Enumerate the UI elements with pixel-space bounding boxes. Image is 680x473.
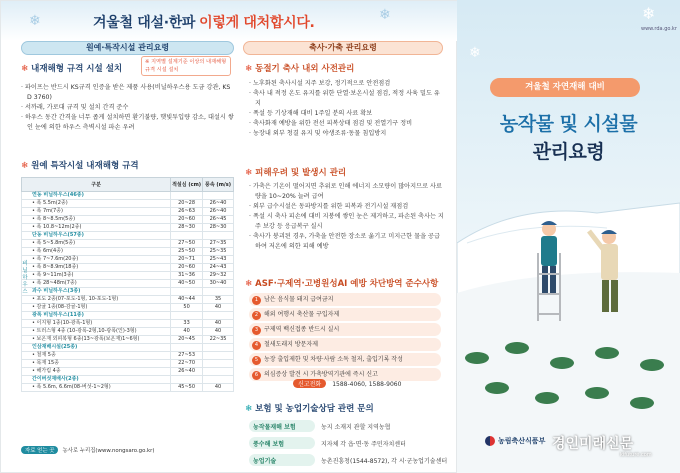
list-item: · 파이프는 반드시 KS규격 인증을 받은 제품 사용(비닐하우스용 도금 강관, KS D 3760)	[21, 83, 234, 103]
spec-table	[21, 177, 234, 392]
snowflake-icon: ❄	[379, 7, 391, 23]
note-box: ※ 지역별 설계기준 이상의 내재해형 규격 시설 설치	[141, 56, 231, 76]
inquiry-badge: 농업기술	[249, 454, 315, 466]
list-item: · 축사화재 예방을 위한 전선 피복상태 점검 및 전열기구 정비	[249, 119, 445, 129]
list-item: 1 남은 음식물 돼지 급여금지	[249, 293, 441, 306]
inquiry-text: 농촌진흥청(1544-8572), 각 시·군농업기술센터	[321, 457, 448, 465]
table-row	[22, 352, 234, 360]
cover-footer: 농림축산식품부	[485, 436, 545, 446]
table-cell-value	[203, 192, 234, 200]
list-item: · 가축은 기온이 떨어지면 추위로 인해 에너지 소모량이 많아지므로 사료량을 10~20% 늘려 급여	[249, 182, 445, 202]
section-marker-icon: ❄	[21, 161, 29, 171]
table-cell-label: • 해가림 4종	[22, 368, 171, 376]
watermark-sub: kifuture.com	[620, 452, 652, 458]
table-cell-label: • 폭 7~7.6m(20종)	[22, 256, 171, 264]
table-cell-value	[203, 232, 234, 240]
list-item: · 축사 내 적정 온도 유지를 위한 단열·보온시설 점검, 적정 사육 밀도 유지	[249, 89, 445, 109]
table-cell-value	[171, 344, 203, 352]
table-row	[22, 336, 234, 344]
table-cell-value: 20~60	[171, 216, 203, 224]
table-cell-value: 31~36	[171, 272, 203, 280]
table-cell-value: 20~45	[171, 336, 203, 344]
table-cell-value	[203, 344, 234, 352]
hotline-tag: 신고전화	[293, 379, 326, 388]
table-row	[22, 328, 234, 336]
source-tag: 자료 얻는 곳	[21, 446, 58, 454]
table-cell-value: 33	[171, 320, 203, 328]
section-marker-icon: ❄	[245, 168, 253, 178]
government-emblem-icon	[485, 436, 495, 446]
table-cell-value: 26~40	[171, 368, 203, 376]
table-cell-label: 과수 비닐하우스(3종)	[22, 288, 171, 296]
table-row	[22, 248, 234, 256]
table-cell-value	[203, 312, 234, 320]
bullet-list-standard	[21, 83, 234, 133]
cover-title-line1: 농작물 및 시설물	[499, 113, 638, 135]
table-cell-value: 40	[203, 320, 234, 328]
table-row	[22, 312, 234, 320]
section-marker-icon: ❄	[245, 64, 253, 74]
table-cell-value: 26~40	[203, 200, 234, 208]
table-cell-value: 24~43	[203, 264, 234, 272]
table-cell-label: 인삼재배시설(25종)	[22, 344, 171, 352]
list-item: · 축사가 붕괴된 경우, 가축을 안전한 장소로 옮기고 미지근한 물을 공급하여 저온에 의한 피해 예방	[249, 232, 445, 252]
list-item: · 폭설 등 기상재해 대비 1주일 분의 사료 확보	[249, 109, 445, 119]
headline-part2: 이렇게 대처합시다.	[199, 15, 315, 31]
table-cell-value: 35	[203, 296, 234, 304]
table-cell-label: • 폭 6m(4종)	[22, 248, 171, 256]
source-line	[21, 446, 234, 454]
list-item: · 노후화된 축사시설 지주 보강, 정기적으로 안전점검	[249, 79, 445, 89]
table-cell-label: • 철재 5종	[22, 352, 171, 360]
table-cell-value	[203, 352, 234, 360]
watermark: 경인미래신문	[552, 436, 634, 452]
table-cell-value: 25~43	[203, 256, 234, 264]
table-header: 구분	[22, 178, 171, 192]
table-row	[22, 296, 234, 304]
table-cell-value: 25~50	[171, 248, 203, 256]
page-headline	[93, 12, 315, 32]
snowflake-icon: ❄	[29, 13, 41, 29]
source-text: 농사로 누리집(www.nongsaro.go.kr)	[62, 448, 155, 454]
inquiry-text: 농지 소재지 관할 지역농협	[321, 423, 391, 431]
table-row	[22, 272, 234, 280]
table-row	[22, 224, 234, 232]
table-cell-label: • 폭 5.6m, 6.6m(08-버섯-1~2형)	[22, 384, 171, 392]
table-cell-label: • 폭 28~48m(7종)	[22, 280, 171, 288]
table-cell-label: • 보온재 외피복형 6종(13~광폭(보온재)1~6형)	[22, 336, 171, 344]
inquiry-badge: 농작물재해 보험	[249, 420, 315, 432]
table-cell-value: 26~40	[203, 208, 234, 216]
table-row	[22, 264, 234, 272]
table-cell-value	[203, 288, 234, 296]
table-cell-value	[171, 312, 203, 320]
table-row	[22, 368, 234, 376]
table-cell-value: 25~35	[203, 248, 234, 256]
table-cell-label: 단동 비닐하우스(57종)	[22, 232, 171, 240]
headline-part1: 겨울철 대설·한파	[93, 15, 196, 31]
table-cell-label: • 포도 2종(07-포도-1형, 10-포도-1형)	[22, 296, 171, 304]
table-cell-value: 40	[203, 304, 234, 312]
cover-title-line2: 관리요령	[532, 141, 605, 163]
table-cell-value	[171, 376, 203, 384]
table-cell-label: 광폭 비닐하우스(11종)	[22, 312, 171, 320]
table-cell-value: 40~44	[171, 296, 203, 304]
table-cell-value	[203, 376, 234, 384]
table-cell-label: 간이버섯재배사(2종)	[22, 376, 171, 384]
table-cell-value: 40~50	[171, 280, 203, 288]
table-cell-value	[171, 232, 203, 240]
table-row	[22, 200, 234, 208]
table-row	[22, 192, 234, 200]
table-cell-value: 28~30	[171, 224, 203, 232]
inquiry-row	[249, 453, 449, 467]
table-cell-label: • 폭 5.5m(2종)	[22, 200, 171, 208]
table-vertical-label: 비닐하우스	[22, 261, 28, 295]
table-cell-value	[171, 288, 203, 296]
table-cell-value: 40	[171, 328, 203, 336]
table-cell-label: 연동 비닐하우스(46종)	[22, 192, 171, 200]
column-title-horticulture: 원예·특작시설 관리요령	[21, 41, 234, 55]
table-cell-label: • 트러스형 4종 (10-광폭-2형,10-광폭(인)-3형)	[22, 328, 171, 336]
hotline-number: 1588-4060, 1588-9060	[332, 381, 402, 388]
list-item: · 하우스 동간 간격을 너무 좁게 설치하면 환기불량, 햇빛투입량 감소, 대설시 쌓인 눈에 의한 하우스 측벽시설 파손 우려	[21, 113, 234, 133]
section-marker-icon: ❄	[245, 404, 253, 414]
table-row	[22, 232, 234, 240]
table-cell-value: 26~45	[203, 216, 234, 224]
section-title-inquiry: ❄ 보험 및 농업기술상담 관련 문의	[245, 404, 374, 414]
table-cell-value	[203, 360, 234, 368]
table-cell-value: 20~71	[171, 256, 203, 264]
hotline	[293, 379, 401, 388]
table-cell-value: 50	[171, 304, 203, 312]
table-cell-value: 29~32	[203, 272, 234, 280]
section-marker-icon: ❄	[245, 279, 253, 289]
table-row	[22, 384, 234, 392]
table-cell-label: • 목재 15종	[22, 360, 171, 368]
table-cell-label: • 폭 7m(7종)	[22, 208, 171, 216]
table-row	[22, 304, 234, 312]
section-title-prep: ❄ 동절기 축사 내외 사전관리	[245, 64, 355, 74]
bullet-list-prep	[249, 79, 445, 139]
table-row	[22, 256, 234, 264]
section-title-quarantine: ❄ ASF·구제역·고병원성AI 예방 차단방역 준수사항	[245, 279, 439, 289]
table-cell-value: 28~30	[203, 224, 234, 232]
table-cell-label: • 폭 9~11m(3종)	[22, 272, 171, 280]
table-cell-label: • 이지형 1종(10-광폭-1형)	[22, 320, 171, 328]
table-cell-value: 27~35	[203, 240, 234, 248]
list-item: 2 해외 여행시 축산물 구입자제	[249, 308, 441, 321]
table-cell-value: 45~50	[171, 384, 203, 392]
quarantine-list	[249, 293, 441, 368]
cover-panel	[457, 0, 680, 473]
list-item: · 폭설 시 축사 피손에 대비 지붕에 쌓인 눈은 제거하고, 파손된 축사는 지주 보강 등 응급복구 실시	[249, 212, 445, 232]
table-cell-value: 20~60	[171, 264, 203, 272]
table-cell-value: 40	[203, 384, 234, 392]
inquiry-row	[249, 436, 449, 450]
list-item: 4 철새도래지 방문자제	[249, 338, 441, 351]
inquiry-badge: 풍수해 보험	[249, 437, 315, 449]
section-title-standard-facility: ❄ 내재해형 규격 시설 설치	[21, 64, 123, 74]
table-row	[22, 280, 234, 288]
table-cell-label: • 폭 8~8.5m(5종)	[22, 216, 171, 224]
table-cell-label: • 폭 5~5.8m(5종)	[22, 240, 171, 248]
table-header: 적설심 (cm)	[171, 178, 203, 192]
table-header: 풍속 (m/s)	[203, 178, 234, 192]
table-cell-value: 20~28	[171, 200, 203, 208]
table-cell-label: • 폭 8~8.9m(18종)	[22, 264, 171, 272]
table-cell-value	[203, 368, 234, 376]
table-row	[22, 320, 234, 328]
table-cell-value: 22~35	[203, 336, 234, 344]
table-row	[22, 240, 234, 248]
table-row	[22, 208, 234, 216]
table-row	[22, 288, 234, 296]
section-title-damage: ❄ 피해우려 및 발생시 관리	[245, 168, 347, 178]
table-cell-value: 26~63	[171, 208, 203, 216]
list-item: · 농장내 외부 청결 유지 및 야생조류·동물 침입방지	[249, 129, 445, 139]
section-marker-icon: ❄	[21, 64, 29, 74]
column-title-livestock: 축사·가축 관리요령	[243, 41, 443, 55]
table-cell-label: • 감귤 1종(08-감귤-1형)	[22, 304, 171, 312]
list-item: 6 의심증상 발견 시 가축방역기관에 즉시 신고	[249, 368, 441, 381]
bullet-list-damage	[249, 182, 445, 252]
table-cell-value: 22~70	[171, 360, 203, 368]
inquiry-row	[249, 419, 449, 433]
greenhouse-illustration	[457, 173, 680, 473]
table-row	[22, 376, 234, 384]
table-cell-label: • 폭 10.8~12m(2종)	[22, 224, 171, 232]
table-cell-value: 27~50	[171, 240, 203, 248]
section-title-spec-table: ❄ 원예 특작시설 내재해형 규격	[21, 161, 139, 171]
table-cell-value	[171, 192, 203, 200]
table-row	[22, 360, 234, 368]
list-item: · 서까래, 가로대 규격 및 설치 간격 준수	[21, 103, 234, 113]
table-cell-value: 27~53	[171, 352, 203, 360]
snowflake-icon: ❄	[642, 4, 656, 23]
table-row	[22, 344, 234, 352]
inquiry-list	[249, 419, 449, 470]
list-item: 5 농장 출입제한 및 차량·사람 소독 철저, 출입기록 작성	[249, 353, 441, 366]
table-cell-value: 40	[203, 328, 234, 336]
inquiry-text: 지자체 각 읍·면·동 주민자치센터	[321, 440, 406, 448]
table-cell-value: 30~40	[203, 280, 234, 288]
table-row	[22, 216, 234, 224]
cover-url: www.rda.go.kr	[641, 26, 677, 32]
list-item: · 외부 급수시설은 동파방지를 위한 피복과 전기시설 재점검	[249, 202, 445, 212]
snowflake-icon: ❄	[469, 45, 481, 61]
list-item: 3 구제역 백신접종 반드시 실시	[249, 323, 441, 336]
cover-subtitle-pill: 겨울철 자연재해 대비	[490, 78, 640, 97]
